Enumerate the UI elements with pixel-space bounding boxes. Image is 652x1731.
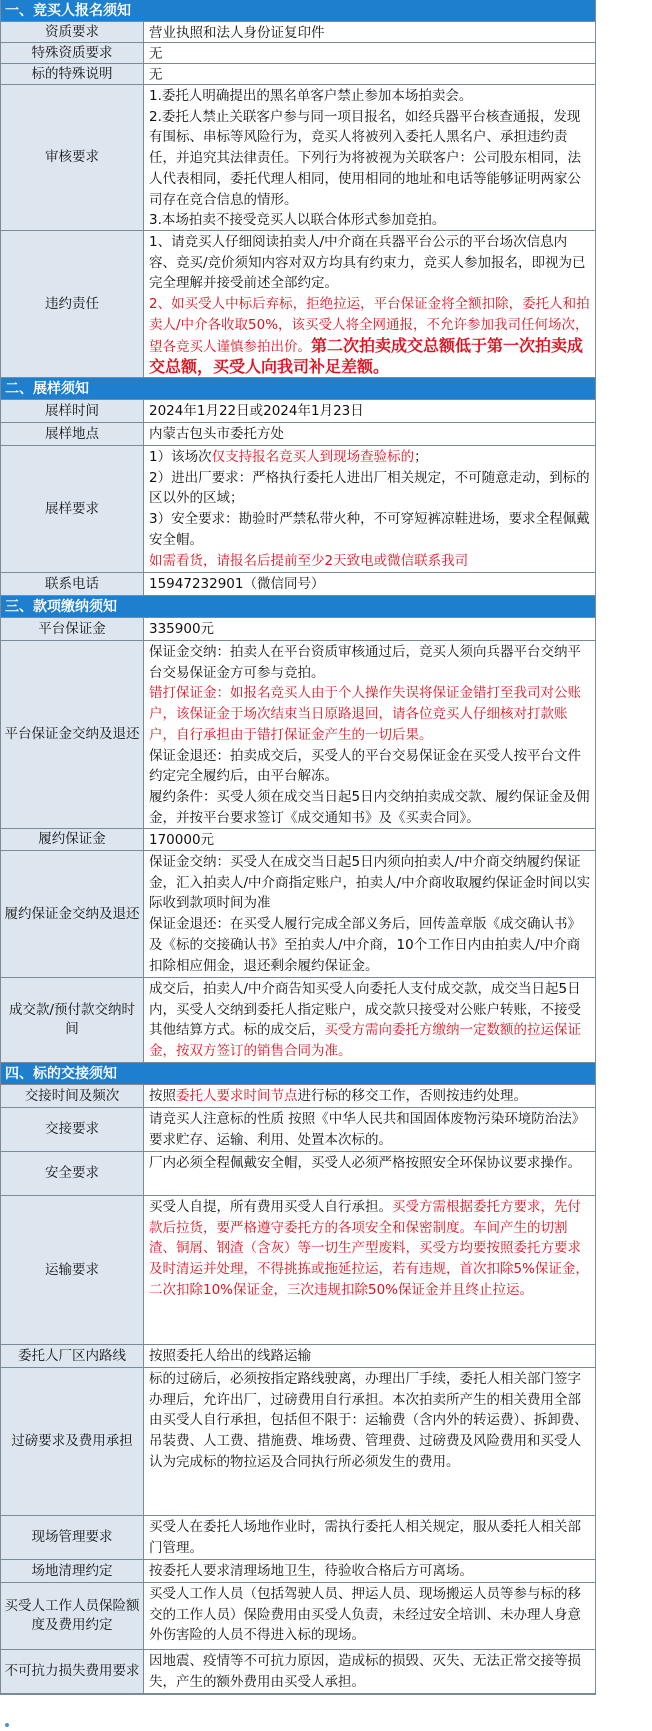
handover-time-suffix: 进行标的移交工作，否则按违约处理。 [297, 1088, 527, 1104]
row-show-time [1, 400, 595, 423]
value-qualification: 营业执照和法人身份证复印件 [149, 25, 325, 41]
label-show-requirements: 展样要求 [1, 446, 144, 572]
row-weighing [1, 1368, 595, 1516]
deposit-pay-item-4: 履约条件：买受人须在成交当日起5日内交纳拍卖成交款、履约保证金及佣金，并按平台要求签订《成交通知书》及《买卖合同》。 [149, 788, 590, 826]
label-weighing: 过磅要求及费用承担 [1, 1368, 144, 1515]
value-review [144, 85, 595, 230]
value-site-management: 买受人在委托人场地作业时，需执行委托人相关规定，服从委托人相关部门管理。 [149, 1519, 581, 1556]
deposit-pay-item-2: 错打保证金：如报名竞买人由于个人操作失误将保证金错打至我司对公账户，该保证金于场次结束当日原路退回，请各位竞买人仔细核对打款账户，自行承担由于错打保证金产生的一切后果。 [149, 685, 581, 743]
payment-time-main: 成交后，拍卖人/中介商告知买受人向委托人支付成交款，成交当日起5日内，买受人交纳到委托人指定账户，成交款只接受对公账户转账，不接受其他结算方式。标的成交后， [149, 981, 581, 1039]
row-payment-time [1, 978, 595, 1063]
handover-time-highlight: 委托人要求时间节点 [176, 1088, 298, 1104]
section-header-registration: 一、竞买人报名须知 [1, 0, 595, 22]
value-deposit-pay [144, 641, 595, 828]
row-safety [1, 1152, 595, 1196]
label-platform-deposit: 平台保证金 [1, 618, 144, 640]
transport-highlight: 买受方需根据委托方要求，先付款后拉货，要严格遵守委托方的各项安全和保密制度。车间产生的切割渣、铜屑、钢渣（含灰）等一切生产型废料，买受方均要按照委托方要求及时清运并处理，不得挑拣或拖延拉运，若有违规，首次扣除5%保证金，二次扣除10%保证金，三次违规扣除50%保证金并且终止拉运。 [149, 1199, 589, 1298]
value-perf-pay [144, 851, 595, 977]
show-req-contact-note: 如需看货，请报名后提前至少2天致电或微信联系我司 [149, 552, 469, 569]
row-route [1, 1345, 595, 1368]
value-show-place: 内蒙古包头市委托方处 [149, 426, 284, 442]
value-safety: 厂内必须全程佩戴安全帽，买受人必须严格按照安全环保协议要求操作。 [149, 1155, 581, 1171]
label-transport: 运输要求 [1, 1196, 144, 1344]
perf-pay-item-2: 保证金退还：在买受人履行完成全部义务后，回传盖章版《成交确认书》及《标的交接确认书》至拍卖人/中介商，10个工作日内由拍卖人/中介商扣除相应佣金，退还剩余履约保证金。 [149, 916, 581, 974]
review-item-2: 2.委托人禁止关联客户参与同一项目报名，如经兵器平台核查通报，发现有围标、串标等风险行为，竞买人将被列入委托人黑名户、承担违约责任，并追究其法律责任。下列行为将被视为关联客户：公司股东相同，法人代表相同，委托代理人相同，使用相同的地址和电话等能够证明两家公司存在竞合信息的情形。 [149, 108, 581, 208]
handover-time-prefix: 按照 [149, 1088, 176, 1104]
row-special-qualification [1, 43, 595, 64]
value-perf-deposit: 170000元 [149, 832, 215, 848]
label-handover-req: 交接要求 [1, 1108, 144, 1151]
breach-item-1: 1、请竞买人仔细阅读拍卖人/中介商在兵器平台公示的平台场次信息内容、竞买/竞价须知内容对双方均具有约束力，竞买人参加报名，即视为已完全理解并接受前述全部约定。 [149, 234, 586, 292]
value-handover-req: 请竞买人注意标的性质 按照《中华人民共和国固体废物污染环境防治法》要求贮存、运输、利用、处置本次标的。 [149, 1111, 586, 1148]
label-special-note: 标的特殊说明 [1, 64, 144, 84]
value-handover-time [144, 1085, 595, 1107]
value-route: 按照委托人给出的线路运输 [149, 1348, 311, 1364]
show-req-item-1-highlight: 仅支持报名竞买人到现场查验标的 [211, 449, 415, 465]
breach-item-2 [149, 294, 591, 379]
value-platform-deposit: 335900元 [149, 621, 215, 637]
perf-pay-item-1: 保证金交纳：买受人在成交当日起5日内须向拍卖人/中介商交纳履约保证金，汇入拍卖人/中介商指定账户，拍卖人/中介商收取履约保证金时间以实际收到款项时间为准 [149, 854, 591, 912]
label-breach: 违约责任 [1, 231, 144, 377]
value-special-qualification: 无 [149, 46, 163, 62]
value-transport [144, 1196, 595, 1344]
value-force-majeure: 因地震、疫情等不可抗力原因，造成标的损毁、灭失、无法正常交接等损失，产生的额外费用由买受人承担。 [149, 1653, 581, 1690]
breach-item-2-text: 2、如买受人中标后弃标，拒绝拉运，平台保证金将全额扣除，委托人和拍卖人/中介各收取50%，该买受人将全网通报，不允许参加我司任何场次，望各竞买人谨慎参拍出价。 [149, 296, 590, 355]
value-show-time: 2024年1月22日或2024年1月23日 [149, 403, 364, 419]
row-review [1, 85, 595, 231]
show-req-item-1 [149, 447, 591, 468]
show-req-item-3: 3）安全要求：勘验时严禁私带火种，不可穿短裤凉鞋进场，要求全程佩戴安全帽。 [149, 511, 590, 548]
label-cleanup: 场地清理约定 [1, 1560, 144, 1582]
label-site-management: 现场管理要求 [1, 1516, 144, 1559]
payment-time-text [149, 979, 591, 1062]
payment-time-highlight: 买受方需向委托方缴纳一定数额的拉运保证金，按双方签订的销售合同为准。 [149, 1022, 581, 1060]
show-req-item-1-suffix: ； [414, 449, 428, 465]
label-safety: 安全要求 [1, 1152, 144, 1195]
section-header-payment: 三、款项缴纳须知 [1, 596, 595, 618]
label-perf-deposit: 履约保证金 [1, 829, 144, 850]
row-deposit-pay [1, 641, 595, 829]
label-perf-pay: 履约保证金交纳及退还 [1, 851, 144, 977]
label-insurance: 买受人工作人员保险额度及费用约定 [1, 1583, 144, 1649]
row-insurance [1, 1583, 595, 1650]
label-force-majeure: 不可抗力损失费用要求 [1, 1650, 144, 1693]
transport-text: 买受人自提，所有费用买受人自行承担。 [149, 1199, 392, 1215]
label-special-qualification: 特殊资质要求 [1, 43, 144, 63]
review-item-3: 3.本场拍卖不接受竞买人以联合体形式参加竞拍。 [149, 212, 446, 229]
value-cleanup: 按委托人要求清理场地卫生，待验收合格后方可离场。 [149, 1563, 473, 1579]
row-transport [1, 1196, 595, 1345]
value-breach [144, 231, 595, 377]
value-payment-time [144, 978, 595, 1062]
row-handover-req [1, 1108, 595, 1152]
value-insurance: 买受人工作人员（包括驾驶人员、押运人员、现场搬运人员等参与标的移交的工作人员）保险费用由买受人负责，未经过安全培训、未办理人身意外伤害险的人员不得进入标的现场。 [149, 1586, 581, 1644]
row-phone [1, 573, 595, 596]
deposit-pay-item-3: 保证金退还：拍卖成交后，买受人的平台交易保证金在买受人按平台文件约定完全履约后，由平台解冻。 [149, 747, 581, 785]
label-phone: 联系电话 [1, 573, 144, 595]
label-review: 审核要求 [1, 85, 144, 230]
value-special-note: 无 [149, 67, 163, 83]
section-header-handover: 四、标的交接须知 [1, 1063, 595, 1085]
show-req-item-1-prefix: 1）该场次 [149, 449, 212, 465]
decorative-dot-icon [4, 1722, 10, 1728]
row-special-note [1, 64, 595, 85]
row-perf-pay [1, 851, 595, 978]
label-payment-time: 成交款/预付款交纳时间 [1, 978, 144, 1062]
label-handover-time: 交接时间及频次 [1, 1085, 144, 1107]
value-weighing: 标的过磅后，必须按指定路线驶离，办理出厂手续，委托人相关部门签字办理后，允许出厂，过磅费用自行承担。本次拍卖所产生的相关费用全部由买受人自行承担，包括但不限于：运输费（含内外的转运费）、拆卸费、吊装费、人工费、措施费、堆场费、管理费、过磅费及风险费用和买受人认为完成标的物拉运及合同执行所必须发生的费用。 [149, 1371, 588, 1470]
row-cleanup [1, 1560, 595, 1583]
label-deposit-pay: 平台保证金交纳及退还 [1, 641, 144, 828]
row-show-place [1, 423, 595, 446]
row-handover-time [1, 1085, 595, 1108]
label-show-place: 展样地点 [1, 423, 144, 445]
show-req-item-2: 2）进出厂要求：严格执行委托人进出厂相关规定，不可随意走动，到标的区以外的区域； [149, 469, 590, 507]
row-force-majeure [1, 1650, 595, 1694]
label-qualification: 资质要求 [1, 22, 144, 42]
breach-item-2-emphasis: 第二次拍卖成交总额低于第一次拍卖成交总额，买受人向我司补足差额。 [149, 335, 584, 377]
value-phone: 15947232901（微信同号） [149, 576, 325, 592]
label-show-time: 展样时间 [1, 400, 144, 422]
deposit-pay-item-1: 保证金交纳：拍卖人在平台资质审核通过后，竞买人须向兵器平台交纳平台交易保证金方可参与竞拍。 [149, 644, 581, 681]
row-perf-deposit [1, 829, 595, 851]
value-show-requirements [144, 446, 595, 572]
review-item-1: 1.委托人明确提出的黑名单客户禁止参加本场拍卖会。 [149, 88, 473, 104]
label-route: 委托人厂区内路线 [1, 1345, 144, 1367]
row-site-management [1, 1516, 595, 1560]
section-header-exhibition: 二、展样须知 [1, 378, 595, 400]
row-platform-deposit [1, 618, 595, 641]
row-qualification [1, 22, 595, 43]
row-show-requirements [1, 446, 595, 573]
row-breach [1, 231, 595, 378]
